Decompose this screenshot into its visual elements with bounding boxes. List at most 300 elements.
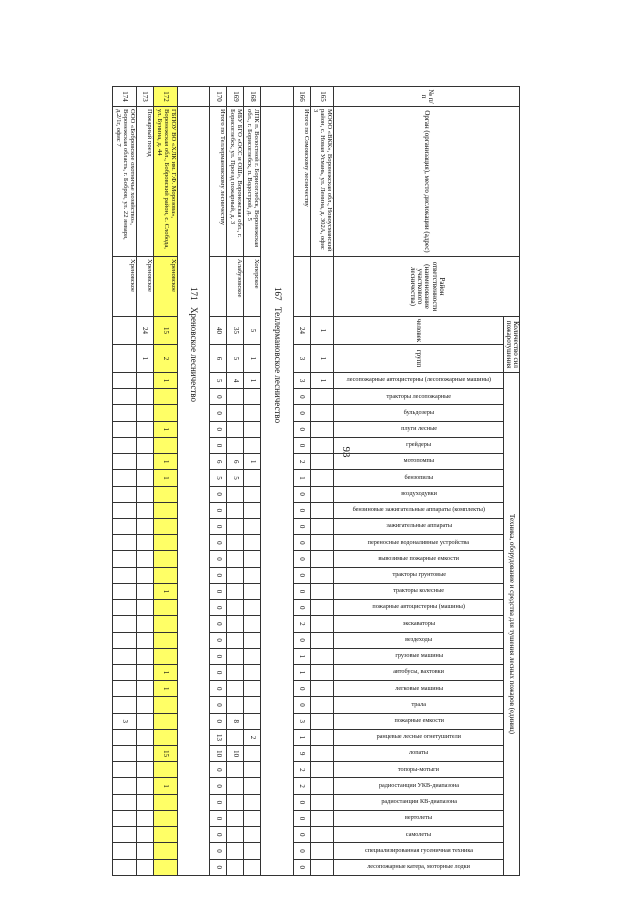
people-cell: 24 [293,317,310,345]
equipment-value [113,454,137,470]
equipment-value: 0 [293,518,310,534]
equipment-value: 0 [210,632,227,648]
equipment-value [136,502,153,518]
equipment-value: 0 [210,616,227,632]
equipment-value [153,616,177,632]
people-cell: 24 [136,317,153,345]
equipment-value [244,843,261,859]
equipment-value [113,583,137,599]
equipment-value: 1 [293,648,310,664]
equipment-value [113,681,137,697]
equipment-value [227,486,244,502]
header-equipment-item [334,859,504,875]
equipment-value: 0 [210,389,227,405]
header-equipment-item [334,405,504,421]
header-force-people: человек [334,317,504,345]
equipment-value [310,746,334,762]
equipment-value [136,486,153,502]
equipment-value [153,843,177,859]
equipment-value [244,746,261,762]
equipment-value [310,583,334,599]
equipment-value [310,454,334,470]
header-row-1 [504,87,520,876]
equipment-value [244,648,261,664]
header-equipment-item [334,551,504,567]
equipment-value [153,502,177,518]
equipment-value [244,535,261,551]
equipment-value [227,405,244,421]
groups-cell: 2 [153,345,177,373]
page-number: 93 [340,446,352,458]
equipment-value [227,535,244,551]
header-equipment-item [334,746,504,762]
equipment-value [227,648,244,664]
equipment-value [113,810,137,826]
header-equipment-item-text: лопаты [409,749,429,757]
equipment-value [136,681,153,697]
equipment-value: 0 [210,697,227,713]
equipment-value [113,843,137,859]
equipment-value [310,843,334,859]
row-number: 168 [244,87,261,107]
equipment-value: 0 [210,583,227,599]
equipment-value [136,600,153,616]
header-equipment-item [334,518,504,534]
equipment-value [136,437,153,453]
header-equipment-item-text: грузовые машины [394,652,443,660]
equipment-value [244,486,261,502]
header-equipment-item-text: автобусы, вахтовки [393,668,445,676]
equipment-value [244,567,261,583]
org-cell: Итого по Теллермановскому лесничеству [210,107,227,257]
equipment-value: 0 [210,648,227,664]
header-equipment-item-text: воздуходувки [400,489,437,497]
header-equipment-item [334,470,504,486]
equipment-value: 5 [210,470,227,486]
header-equipment-item [334,648,504,664]
header-equipment-item [334,664,504,680]
equipment-value: 10 [210,746,227,762]
equipment-value: 2 [293,454,310,470]
header-equipment-item [334,810,504,826]
equipment-value: 0 [210,486,227,502]
equipment-value [227,762,244,778]
equipment-value [244,810,261,826]
equipment-value: 10 [227,746,244,762]
equipment-value [227,616,244,632]
equipment-value [310,518,334,534]
equipment-value: 0 [293,486,310,502]
equipment-value [113,373,137,389]
equipment-value: 6 [210,454,227,470]
groups-cell: 1 [310,345,334,373]
equipment-value [244,778,261,794]
table-row [293,87,310,876]
equipment-value [136,632,153,648]
equipment-value [227,600,244,616]
equipment-value [227,859,244,875]
row-number: 172 [153,87,177,107]
equipment-value: 0 [293,843,310,859]
equipment-value [113,762,137,778]
equipment-value [136,567,153,583]
header-equipment-item-text: радиостанции КВ-диапазона [380,798,457,806]
groups-cell [113,345,137,373]
row-number: 169 [227,87,244,107]
equipment-value [244,794,261,810]
equipment-value [310,437,334,453]
equipment-value [227,632,244,648]
equipment-value: 0 [210,778,227,794]
row-number: 173 [136,87,153,107]
equipment-value [113,600,137,616]
equipment-value: 0 [210,437,227,453]
header-equipment-item [334,762,504,778]
equipment-value: 0 [210,567,227,583]
equipment-value [113,405,137,421]
equipment-value: 0 [293,794,310,810]
equipment-value [113,486,137,502]
equipment-value [113,729,137,745]
equipment-value [153,486,177,502]
equipment-value [227,551,244,567]
equipment-value [113,616,137,632]
equipment-value: 0 [293,551,310,567]
equipment-value [153,713,177,729]
row-number: 170 [210,87,227,107]
equipment-value [227,664,244,680]
equipment-value [113,632,137,648]
row-number: 167 [261,87,294,107]
header-equipment-item-text: самолеты [406,830,432,838]
header-equipment-item-text: ранцевые лесные огнетушители [376,733,462,741]
org-cell: МБУ БГО «ОСС и ОШ», Воронежская обл., г. Борисоглебск, ул. Проезд пожарный, д. 3 [227,107,244,257]
header-equipment-item [334,583,504,599]
header-equipment-item-text: экскаваторы [402,619,435,627]
equipment-value [227,843,244,859]
equipment-value: 1 [293,470,310,486]
equipment-value [310,762,334,778]
equipment-value: 0 [293,697,310,713]
header-equipment-item-text: вертолеты [405,814,433,822]
equipment-value [113,664,137,680]
equipment-value [136,762,153,778]
equipment-value: 0 [293,502,310,518]
equipment-value [310,600,334,616]
equipment-value [136,551,153,567]
equipment-value [113,648,137,664]
equipment-value [153,859,177,875]
district-cell [310,257,334,317]
equipment-value [244,405,261,421]
header-equipment-item-text: вездеходы [405,635,433,643]
equipment-value: 0 [210,421,227,437]
equipment-value [113,518,137,534]
equipment-value [113,389,137,405]
equipment-value [113,437,137,453]
equipment-value: 1 [244,454,261,470]
header-equipment-item-text: вывозимые пожарные емкости [378,554,460,562]
district-cell: Хреновское [153,257,177,317]
header-equipment-item-text: плуги лесные [400,425,437,433]
equipment-value: 0 [210,810,227,826]
equipment-value [310,535,334,551]
equipment-value [153,762,177,778]
equipment-value: 6 [227,454,244,470]
equipment-value: 3 [293,713,310,729]
equipment-value [136,778,153,794]
equipment-value: 0 [210,664,227,680]
equipment-value [310,616,334,632]
org-cell: МООО «ВКК», Воронежская обл., Новоусманский район, с. Новая Усмань, ул. Ленина, д. 302А, офис 3 [310,107,334,257]
district-cell: Алабузовское [227,257,244,317]
equipment-value: 13 [210,729,227,745]
header-equipment-item [334,729,504,745]
groups-cell: 3 [293,345,310,373]
header-equipment-item-text: радиостанции УКВ-диапазона [378,781,459,789]
header-equipment-item [334,502,504,518]
rotated-table-frame [112,86,520,875]
equipment-value [244,664,261,680]
equipment-value [136,373,153,389]
table-row [310,87,334,876]
equipment-value: 0 [293,810,310,826]
equipment-value [244,632,261,648]
equipment-value: 1 [153,778,177,794]
equipment-value [244,713,261,729]
header-equipment-item-text: зажигательные аппараты [386,522,452,530]
equipment-value: 15 [153,746,177,762]
equipment-value: 0 [210,551,227,567]
equipment-value [153,437,177,453]
equipment-value: 0 [293,827,310,843]
equipment-value [244,502,261,518]
header-equipment-item [334,843,504,859]
equipment-value [113,697,137,713]
table-row [113,87,137,876]
equipment-value [153,600,177,616]
equipment-value [136,713,153,729]
groups-cell: 1 [244,345,261,373]
equipment-value: 0 [293,535,310,551]
header-equipment-item [334,454,504,470]
header-equipment-item-text: бензопилы [404,473,434,481]
equipment-value [310,551,334,567]
row-number: 166 [293,87,310,107]
header-equipment-item-text: топоры-мотыги [398,765,440,773]
header-equipment-item [334,567,504,583]
equipment-value [310,486,334,502]
people-cell: 40 [210,317,227,345]
equipment-value [310,697,334,713]
header-equipment-item-text: мотопомпы [403,457,434,465]
equipment-value [113,827,137,843]
equipment-value [244,600,261,616]
equipment-value [136,859,153,875]
equipment-value [310,729,334,745]
equipment-value [113,567,137,583]
header-equipment-item-text: бульдозеры [403,408,434,416]
equipment-value [244,421,261,437]
table-row [244,87,261,876]
equipment-value [136,746,153,762]
header-equipment-item-text: лесопожарные автоцистерны (лесопожарные машины) [346,376,491,384]
table-sheet [112,86,520,875]
equipment-value [153,518,177,534]
table-row [153,87,177,876]
header-equipment-item-text: тракторы грунтовые [392,571,446,578]
equipment-value [244,518,261,534]
equipment-value [310,778,334,794]
equipment-value [113,470,137,486]
org-cell: ЛПК п. Волостной г. Борисоглебск, Воронежская обл., г. Борисоглебск, п. Водострой, д. 5 [244,107,261,257]
table-row [227,87,244,876]
people-cell: 1 [310,317,334,345]
equipment-value: 0 [210,681,227,697]
header-district: Район ответственности (наименование участкового лесничества) [334,257,520,317]
equipment-value: 2 [293,616,310,632]
equipment-value [113,859,137,875]
equipment-value [113,535,137,551]
equipment-value [227,794,244,810]
header-equipment-item [334,632,504,648]
header-equipment-item [334,697,504,713]
equipment-value: 0 [210,859,227,875]
equipment-value [136,810,153,826]
equipment-value: 0 [293,681,310,697]
org-cell: Пожарный поезд [136,107,153,257]
equipment-value: 9 [293,746,310,762]
equipment-value: 2 [293,762,310,778]
equipment-value [153,405,177,421]
equipment-value [310,632,334,648]
equipment-value: 1 [293,729,310,745]
equipment-value: 0 [210,518,227,534]
equipment-value [310,502,334,518]
equipment-value [136,470,153,486]
header-equipment-item-text: грейдеры [406,441,432,449]
org-cell: ООО «Бобровское охотничье хозяйство», Воронежская область, г. Бобров, ул. 22 января, д.2/1г, офис 7 [113,107,137,257]
equipment-value [310,827,334,843]
equipment-value: 0 [293,405,310,421]
row-number: 165 [310,87,334,107]
equipment-value [310,810,334,826]
equipment-value [227,681,244,697]
row-number: 171 [177,87,210,107]
equipment-value [136,843,153,859]
equipment-value: 4 [227,373,244,389]
header-equipment-item [334,437,504,453]
header-equipment-item [334,616,504,632]
header-equipment-item [334,778,504,794]
equipment-value [244,470,261,486]
equipment-value [153,535,177,551]
equipment-value [227,827,244,843]
header-equipment-item-text: легковые машины [394,684,443,692]
groups-cell: 5 [227,345,244,373]
equipment-value: 2 [293,778,310,794]
header-equipment-item-text: переносные водоналивные устройства [368,538,470,546]
equipment-value: 1 [153,454,177,470]
equipment-value [244,551,261,567]
district-cell: Хоперское [244,257,261,317]
equipment-value [310,681,334,697]
header-force: Количество сил пожаротушения [504,317,520,373]
equipment-value [244,389,261,405]
people-cell: 35 [227,317,244,345]
district-cell [210,257,227,317]
equipment-value [136,454,153,470]
equipment-value [310,421,334,437]
equipment-value [310,567,334,583]
equipment-value [227,389,244,405]
equipment-value [310,713,334,729]
equipment-value: 0 [210,843,227,859]
equipment-value [310,470,334,486]
groups-cell: 1 [136,345,153,373]
equipment-value [153,810,177,826]
header-equipment-item [334,373,504,389]
equipment-value: 3 [293,373,310,389]
equipment-value: 5 [210,373,227,389]
district-cell: Хреновское [113,257,137,317]
equipment-value [136,697,153,713]
table-row [136,87,153,876]
row-number: 174 [113,87,137,107]
section-title: Теллермановское лесничество [261,107,294,876]
equipment-value: 1 [153,470,177,486]
equipment-value [153,794,177,810]
equipment-value: 1 [244,373,261,389]
equipment-value [244,437,261,453]
equipment-value [227,583,244,599]
header-equipment-item [334,681,504,697]
equipment-value: 0 [210,713,227,729]
equipment-value: 0 [210,502,227,518]
equipment-value: 0 [293,600,310,616]
firefighting-resources-table [112,86,520,876]
equipment-value: 5 [227,470,244,486]
equipment-value [153,697,177,713]
equipment-value [244,827,261,843]
equipment-value: 0 [293,567,310,583]
equipment-value [153,632,177,648]
equipment-value [227,502,244,518]
equipment-value [310,405,334,421]
equipment-value: 1 [293,664,310,680]
equipment-value [153,648,177,664]
equipment-value: 2 [244,729,261,745]
equipment-value: 0 [293,632,310,648]
table-row [210,87,227,876]
equipment-value [227,697,244,713]
equipment-value [153,389,177,405]
header-equipment-item [334,535,504,551]
equipment-value [113,746,137,762]
org-cell: Итого по Сомовскому лесничеству [293,107,310,257]
equipment-value [244,697,261,713]
equipment-value [227,437,244,453]
equipment-value: 0 [210,535,227,551]
equipment-value [227,729,244,745]
equipment-value [136,664,153,680]
header-equipment-item-text: бензиновые зажигательные аппараты (комплекты) [352,506,486,514]
header-equipment-item-text: тракторы лесопожарные [386,392,452,400]
equipment-value: 0 [210,762,227,778]
header-equipment-item-text: тракторы колесные [393,587,445,595]
equipment-value [227,810,244,826]
people-cell: 5 [244,317,261,345]
